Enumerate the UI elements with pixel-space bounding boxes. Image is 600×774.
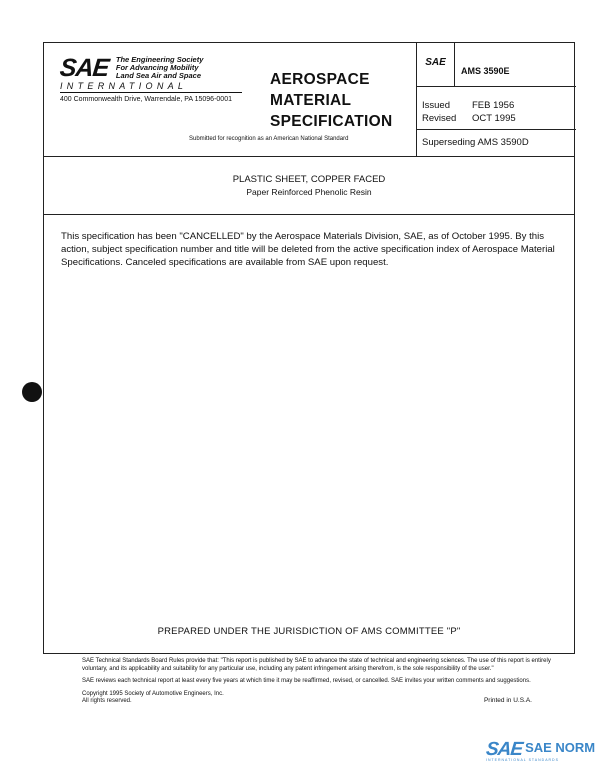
revised-date: OCT 1995 (472, 113, 516, 124)
tagline-line: Land Sea Air and Space (115, 71, 202, 80)
footer (82, 658, 552, 706)
watermark-subtext: INTERNATIONAL STANDARDS (486, 758, 559, 762)
issued-label: Issued (422, 100, 450, 111)
document-info-box (416, 43, 576, 157)
superseding-note: Superseding AMS 3590D (417, 129, 576, 157)
international-label: INTERNATIONAL (60, 81, 242, 93)
tagline-line: The Engineering Society (115, 55, 204, 64)
copyright-row (82, 691, 552, 706)
document-dates (422, 99, 516, 125)
issued-row (422, 99, 516, 112)
sae-tagline (116, 56, 204, 80)
copyright-text: Copyright 1995 Society of Automotive Engineers, Inc. (82, 690, 224, 697)
printed-location: Printed in U.S.A. (483, 696, 532, 704)
committee-jurisdiction: PREPARED UNDER THE JURISDICTION OF AMS COMMITTEE "P" (157, 626, 461, 637)
sae-logo: SAE (58, 54, 110, 82)
subtitle-line: Paper Reinforced Phenolic Resin (246, 187, 372, 197)
title-line: PLASTIC SHEET, COPPER FACED (232, 174, 386, 185)
cancellation-notice: This specification has been "CANCELLED" by the Aerospace Materials Division, SAE, as of October 1995. By this action, subject specification number and title will be deleted from the active specification index of Aerospace Material Specifications. Canceled specifications are available from SAE upon request. (61, 231, 555, 268)
doc-number-row (417, 43, 576, 87)
document-number: AMS 3590E (461, 66, 510, 76)
watermark-logo: SAE (484, 739, 524, 760)
revised-label: Revised (422, 113, 457, 124)
doc-type-line: MATERIAL (270, 92, 352, 109)
revised-row (422, 112, 516, 125)
watermark-text: SAE NORM (525, 740, 596, 755)
header (44, 43, 574, 157)
specification-frame (43, 42, 575, 654)
ansi-submission-note: Submitted for recognition as an American National Standard (189, 136, 349, 142)
sae-logo-block (60, 55, 260, 103)
review-note: SAE reviews each technical report at least every five years at which time it may be reaffirmed, revised, or cancelled. SAE invites your written comments and suggestions. (82, 678, 531, 684)
document-type (270, 69, 392, 132)
board-rules-note: SAE Technical Standards Board Rules provide that: "This report is published by SAE to advance the state of technical and engineering sciences. The use of this report is entirely voluntary, and its applicability and suitability for any particular use, including any patent infringement arising therefrom, is the sole responsibility of the user." (82, 658, 551, 672)
issued-date: FEB 1956 (472, 100, 515, 111)
small-sae-logo: SAE (417, 43, 455, 87)
sae-address: 400 Commonwealth Drive, Warrendale, PA 15096-0001 (60, 96, 232, 103)
rights-text: All rights reserved. (82, 698, 132, 704)
specification-title (44, 157, 574, 215)
sae-norm-watermark (486, 739, 596, 769)
doc-type-line: AEROSPACE (270, 71, 370, 88)
punch-hole (22, 382, 42, 402)
doc-type-line: SPECIFICATION (270, 113, 393, 130)
tagline-line: For Advancing Mobility (115, 63, 199, 72)
